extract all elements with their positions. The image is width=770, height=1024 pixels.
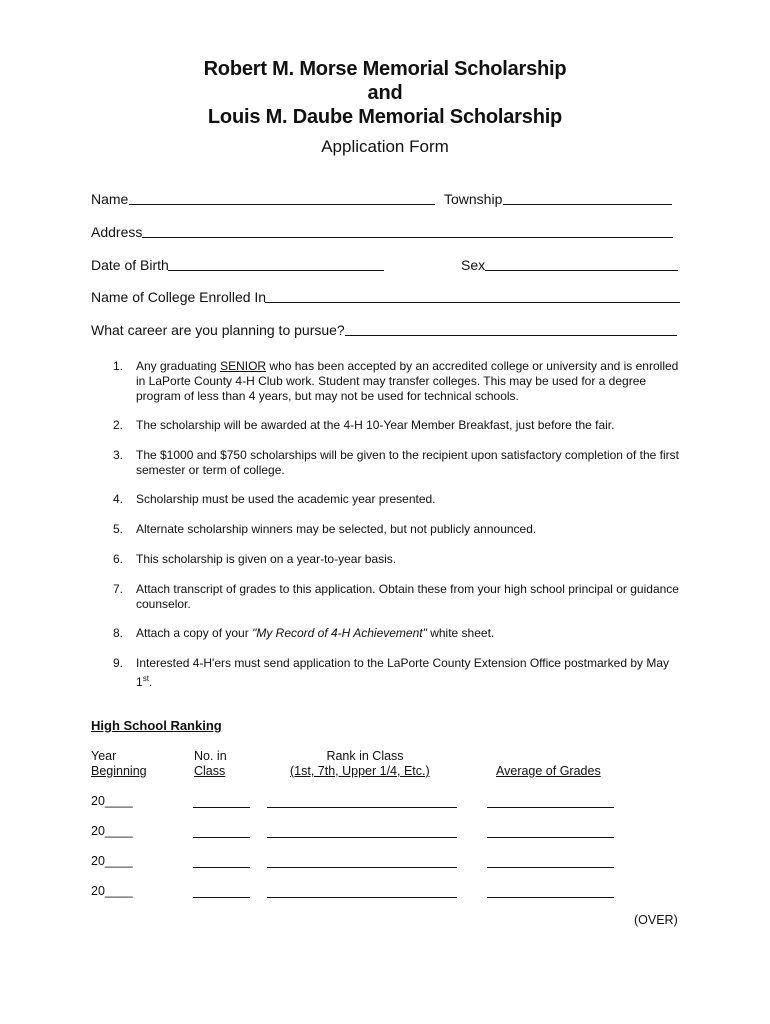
ranking-year-cell: 20____ xyxy=(91,824,133,838)
rule-number: 5. xyxy=(113,522,124,536)
col-no-header-1: No. in xyxy=(194,749,227,763)
ranking-year-cell: 20____ xyxy=(91,854,133,868)
class-size-field[interactable] xyxy=(193,897,250,898)
rule-number: 3. xyxy=(113,448,124,462)
rank-field[interactable] xyxy=(267,867,457,868)
title-line-2: and xyxy=(367,82,403,104)
rule-number: 9. xyxy=(113,656,124,670)
col-avg-header: Average of Grades xyxy=(496,764,601,778)
career-label: What career are you planning to pursue? xyxy=(91,322,345,338)
average-field[interactable] xyxy=(487,807,614,808)
rule-item: Interested 4-H'ers must send application to the LaPorte County Extension Office postmarked by May 1st. xyxy=(136,656,670,689)
title-line-1: Robert M. Morse Memorial Scholarship xyxy=(203,58,567,80)
name-field[interactable] xyxy=(129,204,435,205)
col-year-header-1: Year xyxy=(91,749,117,763)
dob-field[interactable] xyxy=(168,270,384,271)
rule-number: 2. xyxy=(113,418,124,432)
average-field[interactable] xyxy=(487,837,614,838)
rank-field[interactable] xyxy=(267,897,457,898)
form-subtitle: Application Form xyxy=(321,137,449,156)
township-field[interactable] xyxy=(503,204,672,205)
over-note: (OVER) xyxy=(634,913,678,927)
career-field[interactable] xyxy=(345,335,677,336)
rule-item: Attach a copy of your "My Record of 4-H Achievement" white sheet. xyxy=(136,626,495,640)
col-no-header-2: Class xyxy=(194,764,226,778)
township-label: Township xyxy=(444,191,503,207)
name-label: Name xyxy=(91,191,129,207)
rule-number: 6. xyxy=(113,552,124,566)
rule-item: Any graduating SENIOR who has been accepted by an accredited college or university and is enrolled in LaPorte County 4-H Club work. Student may transfer colleges. This may be used for a degree program of less than 4 years, but may not be used for technical schools. xyxy=(136,359,679,403)
ranking-heading: High School Ranking xyxy=(91,718,222,733)
rank-field[interactable] xyxy=(267,807,457,808)
rule-number: 8. xyxy=(113,626,124,640)
average-field[interactable] xyxy=(487,897,614,898)
rule-item: Scholarship must be used the academic year presented. xyxy=(136,492,436,506)
college-label: Name of College Enrolled In xyxy=(91,289,267,305)
sex-field[interactable] xyxy=(485,270,678,271)
college-field[interactable] xyxy=(265,302,680,303)
rule-item: The scholarship will be awarded at the 4-H 10-Year Member Breakfast, just before the fair. xyxy=(136,418,615,432)
col-rank-header-2: (1st, 7th, Upper 1/4, Etc.) xyxy=(290,764,430,778)
rule-item: Attach transcript of grades to this application. Obtain these from your high school principal or guidance counselor. xyxy=(136,582,679,611)
sex-label: Sex xyxy=(461,257,486,273)
title-line-3: Louis M. Daube Memorial Scholarship xyxy=(207,106,563,128)
rule-number: 4. xyxy=(113,492,124,506)
col-year-header-2: Beginning xyxy=(91,764,147,778)
rank-field[interactable] xyxy=(267,837,457,838)
address-label: Address xyxy=(91,224,143,240)
ranking-year-cell: 20____ xyxy=(91,794,133,808)
class-size-field[interactable] xyxy=(193,867,250,868)
average-field[interactable] xyxy=(487,867,614,868)
class-size-field[interactable] xyxy=(193,837,250,838)
rule-item: This scholarship is given on a year-to-year basis. xyxy=(136,552,397,566)
dob-label: Date of Birth xyxy=(91,257,169,273)
rule-number: 7. xyxy=(113,582,124,596)
ranking-year-cell: 20____ xyxy=(91,884,133,898)
col-rank-header-1: Rank in Class xyxy=(326,749,404,763)
class-size-field[interactable] xyxy=(193,807,250,808)
rule-item: Alternate scholarship winners may be selected, but not publicly announced. xyxy=(136,522,537,536)
rule-item: The $1000 and $750 scholarships will be given to the recipient upon satisfactory completion of the first semester or term of college. xyxy=(136,448,679,477)
address-field[interactable] xyxy=(142,237,673,238)
rule-number: 1. xyxy=(113,359,124,373)
